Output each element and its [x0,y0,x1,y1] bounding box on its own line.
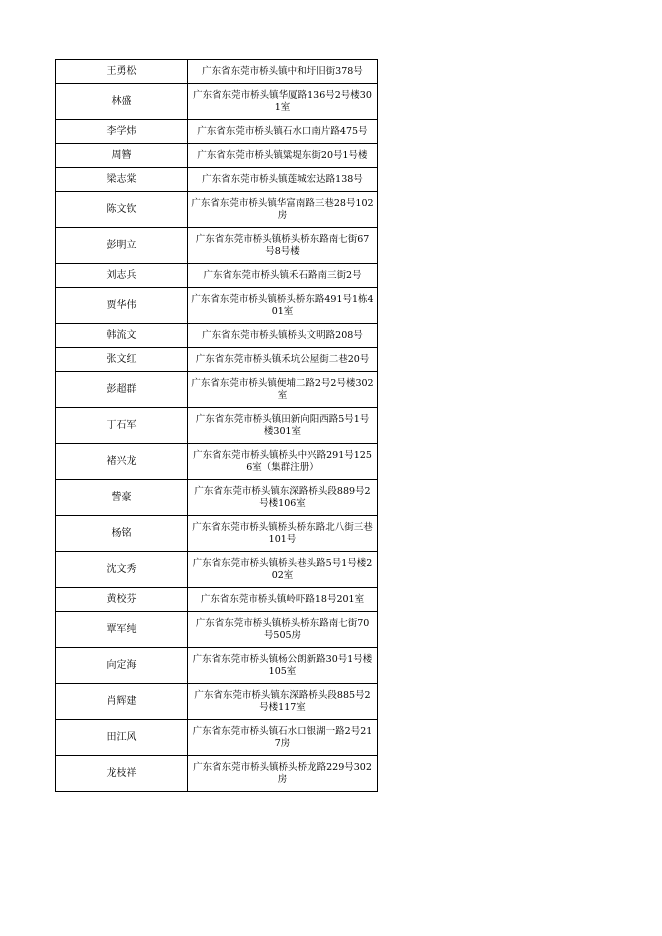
address-cell: 广东省东莞市桥头镇粱堤东街20号1号楼 [188,144,378,168]
table-row [56,348,378,372]
name-cell: 肖辉建 [56,684,188,720]
name-cell: 陈文钦 [56,192,188,228]
table-row [56,288,378,324]
table-row [56,84,378,120]
name-cell: 韩流文 [56,324,188,348]
name-cell: 王勇松 [56,60,188,84]
table-row [56,228,378,264]
address-cell: 广东省东莞市桥头镇桥头桥东路南七街67号8号楼 [188,228,378,264]
table-row [56,144,378,168]
table-row [56,408,378,444]
table-row [56,756,378,792]
table-row [56,168,378,192]
name-cell: 向定海 [56,648,188,684]
name-cell: 彭超群 [56,372,188,408]
name-cell: 丁石军 [56,408,188,444]
table-row [56,120,378,144]
address-cell: 广东省东莞市桥头镇东深路桥头段889号2号楼106室 [188,480,378,516]
address-cell: 广东省东莞市桥头镇桥头桥东路491号1栋401室 [188,288,378,324]
name-cell: 龙枝祥 [56,756,188,792]
table-row [56,444,378,480]
address-cell: 广东省东莞市桥头镇华厦路136号2号楼301室 [188,84,378,120]
name-cell: 沈文秀 [56,552,188,588]
address-cell: 广东省东莞市桥头镇桥头巷头路5号1号楼202室 [188,552,378,588]
name-cell: 贾华伟 [56,288,188,324]
table-row [56,324,378,348]
address-cell: 广东省东莞市桥头镇石水口银湖一路2号217房 [188,720,378,756]
name-cell: 彭明立 [56,228,188,264]
table-row [56,720,378,756]
name-cell: 周簪 [56,144,188,168]
address-cell: 广东省东莞市桥头镇桥头中兴路291号1256室（集群注册） [188,444,378,480]
address-cell: 广东省东莞市桥头镇中和圩旧街378号 [188,60,378,84]
name-cell: 杨铭 [56,516,188,552]
table-row [56,516,378,552]
address-cell: 广东省东莞市桥头镇桥头文明路208号 [188,324,378,348]
address-cell: 广东省东莞市桥头镇桥头桥东路南七街70号505房 [188,612,378,648]
name-cell: 褚兴龙 [56,444,188,480]
address-cell: 广东省东莞市桥头镇便埔二路2号2号楼302室 [188,372,378,408]
address-cell: 广东省东莞市桥头镇岭吓路18号201室 [188,588,378,612]
name-cell: 林盛 [56,84,188,120]
address-cell: 广东省东莞市桥头镇东深路桥头段885号2号楼117室 [188,684,378,720]
name-cell: 张文红 [56,348,188,372]
name-cell: 黄校芬 [56,588,188,612]
name-cell: 梁志棠 [56,168,188,192]
address-cell: 广东省东莞市桥头镇田新向阳西路5号1号楼301室 [188,408,378,444]
table-row [56,684,378,720]
address-cell: 广东省东莞市桥头镇桥头桥龙路229号302房 [188,756,378,792]
table-row [56,588,378,612]
address-cell: 广东省东莞市桥头镇石水口南片路475号 [188,120,378,144]
name-cell: 覃军纯 [56,612,188,648]
table-row [56,192,378,228]
table-row [56,480,378,516]
table-row [56,372,378,408]
address-cell: 广东省东莞市桥头镇莲城宏达路138号 [188,168,378,192]
address-table-body [56,60,378,792]
address-cell: 广东省东莞市桥头镇华富南路三巷28号102房 [188,192,378,228]
address-cell: 广东省东莞市桥头镇禾石路南三街2号 [188,264,378,288]
address-cell: 广东省东莞市桥头镇桥头桥东路北八街三巷101号 [188,516,378,552]
table-row [56,648,378,684]
name-cell: 田江风 [56,720,188,756]
name-cell: 李学炜 [56,120,188,144]
table-row [56,264,378,288]
table-row [56,60,378,84]
address-cell: 广东省东莞市桥头镇禾坑公屋街二巷20号 [188,348,378,372]
table-row [56,552,378,588]
table-row [56,612,378,648]
name-cell: 刘志兵 [56,264,188,288]
name-cell: 訾豪 [56,480,188,516]
address-cell: 广东省东莞市桥头镇杨公朗新路30号1号楼105室 [188,648,378,684]
address-table [55,59,378,792]
